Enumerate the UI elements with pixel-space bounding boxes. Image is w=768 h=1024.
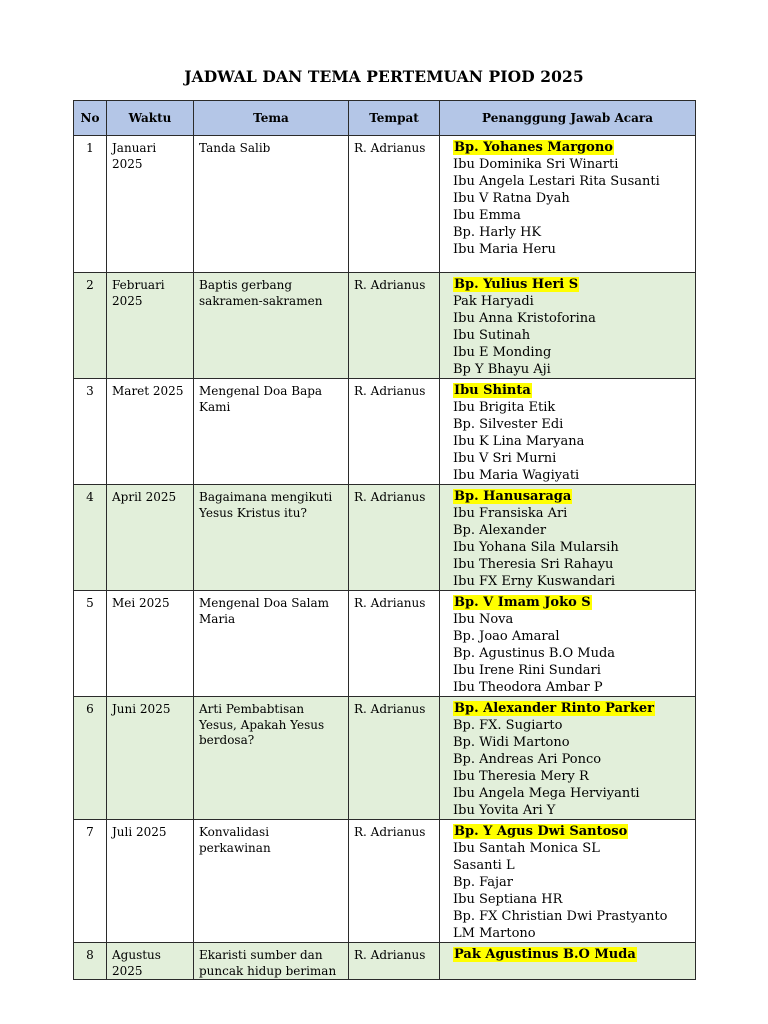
cell-tema: Tanda Salib <box>194 136 349 273</box>
lead-person-line <box>453 594 691 611</box>
cell-waktu: Juli 2025 <box>107 820 194 943</box>
cell-tempat: R. Adrianus <box>349 485 440 591</box>
cell-waktu: Juni 2025 <box>107 697 194 820</box>
member-name: Bp Y Bhayu Aji <box>453 362 551 377</box>
cell-waktu: Agustus 2025 <box>107 943 194 980</box>
lead-person: Bp. Yulius Heri S <box>454 277 579 292</box>
member-name: LM Martono <box>453 926 536 941</box>
cell-penanggung-jawab <box>440 943 696 980</box>
cell-tema: Arti Pembabtisan Yesus, Apakah Yesus berdosa? <box>194 697 349 820</box>
cell-tema: Mengenal Doa Salam Maria <box>194 591 349 697</box>
lead-person: Bp. Y Agus Dwi Santoso <box>454 824 628 839</box>
member-name: Bp. Joao Amaral <box>453 629 560 644</box>
table-row <box>74 136 696 273</box>
cell-tempat: R. Adrianus <box>349 820 440 943</box>
table-row <box>74 591 696 697</box>
cell-tempat: R. Adrianus <box>349 591 440 697</box>
cell-waktu: Februari 2025 <box>107 273 194 379</box>
member-name: Ibu Nova <box>453 612 514 627</box>
cell-waktu: Maret 2025 <box>107 379 194 485</box>
cell-penanggung-jawab <box>440 697 696 820</box>
lead-person: Bp. Alexander Rinto Parker <box>454 701 655 716</box>
cell-penanggung-jawab <box>440 591 696 697</box>
member-name: Ibu Septiana HR <box>453 892 563 907</box>
cell-penanggung-jawab <box>440 273 696 379</box>
member-name: Ibu Dominika Sri Winarti <box>453 157 619 172</box>
member-name: Bp. Widi Martono <box>453 735 570 750</box>
member-name: Ibu Yovita Ari Y <box>453 803 556 818</box>
member-name: Bp. FX Christian Dwi Prastyanto <box>453 909 668 924</box>
cell-tema: Bagaimana mengikuti Yesus Kristus itu? <box>194 485 349 591</box>
member-name: Ibu Theresia Mery R <box>453 769 589 784</box>
member-name: Ibu Theodora Ambar P <box>453 680 603 695</box>
member-name: Ibu Sutinah <box>453 328 531 343</box>
table-row <box>74 485 696 591</box>
member-name: Bp. Silvester Edi <box>453 417 564 432</box>
table-row <box>74 697 696 820</box>
member-name: Ibu Brigita Etik <box>453 400 556 415</box>
table-row <box>74 273 696 379</box>
header-penanggung-jawab: Penanggung Jawab Acara <box>440 101 696 136</box>
cell-tema: Baptis gerbang sakramen-sakramen <box>194 273 349 379</box>
member-name: Ibu V Sri Murni <box>453 451 557 466</box>
lead-person: Bp. Hanusaraga <box>454 489 572 504</box>
lead-person-line <box>453 823 691 840</box>
member-name: Ibu Anna Kristoforina <box>453 311 596 326</box>
cell-no: 6 <box>74 697 107 820</box>
lead-person-line <box>453 488 691 505</box>
member-name: Ibu FX Erny Kuswandari <box>453 574 616 589</box>
member-name: Ibu Fransiska Ari <box>453 506 568 521</box>
cell-waktu: April 2025 <box>107 485 194 591</box>
member-name: Bp. Andreas Ari Ponco <box>453 752 602 767</box>
cell-tempat: R. Adrianus <box>349 697 440 820</box>
cell-no: 7 <box>74 820 107 943</box>
member-name: Bp. Agustinus B.O Muda <box>453 646 616 661</box>
member-name: Ibu K Lina Maryana <box>453 434 585 449</box>
member-name: Ibu Angela Mega Herviyanti <box>453 786 640 801</box>
lead-person-line <box>453 276 691 293</box>
lead-person: Bp. V Imam Joko S <box>454 595 591 610</box>
cell-tema: Konvalidasi perkawinan <box>194 820 349 943</box>
member-name: Bp. Harly HK <box>453 225 542 240</box>
cell-tempat: R. Adrianus <box>349 943 440 980</box>
cell-penanggung-jawab <box>440 379 696 485</box>
cell-no: 5 <box>74 591 107 697</box>
cell-tema: Mengenal Doa Bapa Kami <box>194 379 349 485</box>
member-name: Pak Haryadi <box>453 294 534 309</box>
cell-tempat: R. Adrianus <box>349 136 440 273</box>
lead-person-line <box>453 382 691 399</box>
member-name: Ibu Yohana Sila Mularsih <box>453 540 619 555</box>
header-waktu: Waktu <box>107 101 194 136</box>
member-name: Bp. Fajar <box>453 875 514 890</box>
header-no: No <box>74 101 107 136</box>
cell-penanggung-jawab <box>440 136 696 273</box>
header-tema: Tema <box>194 101 349 136</box>
schedule-table <box>73 100 696 980</box>
member-name: Ibu Santah Monica SL <box>453 841 600 856</box>
member-name: Ibu Angela Lestari Rita Susanti <box>453 174 660 189</box>
member-name: Ibu V Ratna Dyah <box>453 191 570 206</box>
member-name: Sasanti L <box>453 858 515 873</box>
lead-person: Pak Agustinus B.O Muda <box>454 947 636 962</box>
cell-no: 8 <box>74 943 107 980</box>
member-name: Ibu Maria Wagiyati <box>453 468 580 483</box>
member-name: Ibu Theresia Sri Rahayu <box>453 557 614 572</box>
cell-no: 1 <box>74 136 107 273</box>
cell-no: 4 <box>74 485 107 591</box>
lead-person: Bp. Yohanes Margono <box>454 140 613 155</box>
lead-person-line <box>453 946 691 963</box>
cell-tempat: R. Adrianus <box>349 379 440 485</box>
member-name: Ibu E Monding <box>453 345 552 360</box>
cell-no: 3 <box>74 379 107 485</box>
member-name: Bp. Alexander <box>453 523 547 538</box>
lead-person-line <box>453 700 691 717</box>
table-row <box>74 820 696 943</box>
cell-tempat: R. Adrianus <box>349 273 440 379</box>
cell-penanggung-jawab <box>440 820 696 943</box>
lead-person: Ibu Shinta <box>454 383 531 398</box>
cell-no: 2 <box>74 273 107 379</box>
member-name: Ibu Maria Heru <box>453 242 556 257</box>
lead-person-line <box>453 139 691 156</box>
member-name: Bp. FX. Sugiarto <box>453 718 563 733</box>
member-name: Ibu Emma <box>453 208 521 223</box>
cell-tema: Ekaristi sumber dan puncak hidup beriman <box>194 943 349 980</box>
header-tempat: Tempat <box>349 101 440 136</box>
cell-waktu: Mei 2025 <box>107 591 194 697</box>
schedule-rows <box>74 136 696 980</box>
cell-penanggung-jawab <box>440 485 696 591</box>
table-row <box>74 943 696 980</box>
header-row <box>74 101 696 136</box>
cell-waktu: Januari 2025 <box>107 136 194 273</box>
page-title: JADWAL DAN TEMA PERTEMUAN PIOD 2025 <box>184 67 584 86</box>
table-row <box>74 379 696 485</box>
member-name: Ibu Irene Rini Sundari <box>453 663 601 678</box>
